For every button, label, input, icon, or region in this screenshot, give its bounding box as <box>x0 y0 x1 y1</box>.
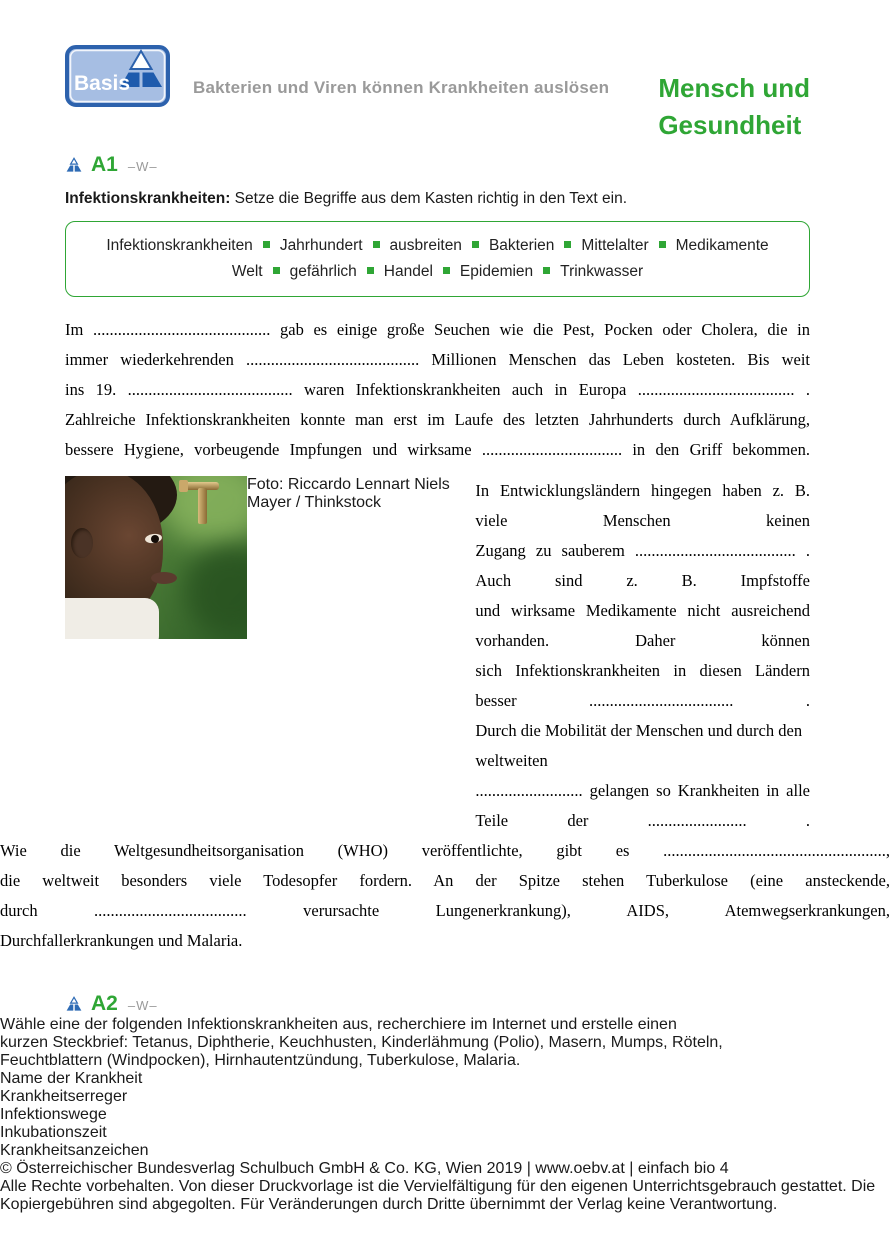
task-a1-level: –W– <box>127 158 158 174</box>
table-row-label: Infektionswege <box>0 1106 107 1123</box>
basis-logo-icon <box>65 45 170 107</box>
passage-line: Zugang zu sauberem ....................................... . Auch sind z. B. Impfstoffe <box>475 541 810 590</box>
word-box-term: Mittelalter <box>581 237 649 254</box>
separator-square-icon <box>443 267 450 274</box>
subject-category-line1: Mensch und <box>658 73 810 103</box>
task-a1-id: A1 <box>91 153 118 176</box>
passage-line: Wie die Weltgesundheitsorganisation (WHO) veröffentlichte, gibt es ......................................................, <box>0 841 890 860</box>
basis-logo-label: Basis <box>74 72 131 95</box>
separator-square-icon <box>543 267 550 274</box>
task-a1-instruction-keyword: Infektionskrankheiten: <box>65 190 231 207</box>
separator-square-icon <box>564 241 571 248</box>
photo-credit: Foto: Riccardo Lennart Niels Mayer / Thinkstock <box>247 476 450 511</box>
pyramid-icon <box>65 996 83 1012</box>
basis-logo <box>65 45 170 107</box>
table-row <box>0 1106 890 1124</box>
photo-child-mouth <box>151 572 177 584</box>
passage-line: Durch die Mobilität der Menschen und durch den weltweiten <box>475 721 803 770</box>
separator-square-icon <box>659 241 666 248</box>
page-header <box>65 0 810 144</box>
task-a2-id: A2 <box>91 992 118 1015</box>
task-a2-instruction-line: Wähle eine der folgenden Infektionskrankheiten aus, recherchiere im Internet und erstelle einen <box>0 1016 677 1033</box>
word-box-term: Jahrhundert <box>279 237 363 254</box>
table-row-label: Krankheitsanzeichen <box>0 1142 149 1159</box>
pyramid-icon <box>65 157 83 173</box>
word-box-term: gefährlich <box>289 263 357 280</box>
task-a1-instruction <box>65 190 810 208</box>
table-row <box>0 1070 890 1088</box>
word-box-term: Infektionskrankheiten <box>106 237 253 254</box>
subject-category-line2: Gesundheit <box>658 110 802 140</box>
separator-square-icon <box>273 267 280 274</box>
word-box-term: Bakterien <box>488 237 555 254</box>
table-row <box>0 1142 890 1160</box>
word-box-term: Epidemien <box>459 263 534 280</box>
photo-child-pupil <box>151 535 159 543</box>
word-box <box>65 221 810 297</box>
photo-tap-spout <box>149 522 219 536</box>
passage-p3 <box>0 836 890 956</box>
passage-line: durch ..................................... verursachte Lungenerkrankung), AIDS, Atemwegserkrankungen, <box>0 901 890 920</box>
table-row-label: Inkubationszeit <box>0 1124 107 1141</box>
task-a1-heading <box>65 153 890 177</box>
passage-line: Durchfallerkrankungen und Malaria. <box>0 931 243 950</box>
media-row <box>65 476 810 836</box>
lesson-topic: Bakterien und Viren können Krankheiten auslösen <box>193 78 610 97</box>
word-box-term: Handel <box>383 263 433 280</box>
passage-line: Im ........................................... gab es einige große Seuchen wie die Pest, Pocken oder Cholera, die in <box>65 320 810 339</box>
passage-p2 <box>475 476 810 836</box>
word-box-line <box>86 259 789 285</box>
word-box-term: Medikamente <box>675 237 769 254</box>
passage-line: immer wiederkehrenden .......................................... Millionen Menschen das Leben kosteten. Bis weit <box>65 350 810 369</box>
passage-line: bessere Hygiene, vorbeugende Impfungen und wirksame .................................. in den Griff bekommen. <box>65 440 810 459</box>
task-a2-level: –W– <box>127 997 158 1013</box>
passage-line: und wirksame Medikamente nicht ausreichend vorhanden. Daher können <box>475 601 810 650</box>
separator-square-icon <box>373 241 380 248</box>
task-a1-instruction-text: Setze die Begriffe aus dem Kasten richtig in den Text ein. <box>230 190 628 207</box>
word-box-line <box>86 233 789 259</box>
separator-square-icon <box>367 267 374 274</box>
task-a2-heading <box>65 992 890 1016</box>
photo-child-shirt <box>65 598 159 639</box>
passage-line: die weltweit besonders viele Todesopfer fordern. An der Spitze stehen Tuberkulose (eine ansteckende, <box>0 871 890 890</box>
footer-rights: Alle Rechte vorbehalten. Von dieser Druckvorlage ist die Vervielfältigung für den eigenen Unterrichtsgebrauch gestattet. Die Kopiergebühren sind abgegolten. Für Veränderungen durch Dritte übernimmt der Verlag keine Verantwortung. <box>0 1178 876 1213</box>
profile-table <box>0 1070 890 1160</box>
word-box-term: Trinkwasser <box>560 263 644 280</box>
task-a2-instruction <box>0 1016 890 1070</box>
photo-child-drinking-water <box>65 476 247 639</box>
table-row-label: Name der Krankheit <box>0 1070 143 1087</box>
footer-copyright: © Österreichischer Bundesverlag Schulbuch GmbH & Co. KG, Wien 2019 | www.oebv.at | einfach bio 4 <box>0 1160 729 1177</box>
word-box-term: ausbreiten <box>389 237 462 254</box>
table-row <box>0 1088 890 1106</box>
passage-line: .......................... gelangen so Krankheiten in alle Teile der ........................ . <box>475 781 810 830</box>
table-row <box>0 1124 890 1142</box>
separator-square-icon <box>263 241 270 248</box>
table-row-label: Krankheitserreger <box>0 1088 128 1105</box>
subject-category <box>658 70 810 144</box>
passage-line: sich Infektionskrankheiten in diesen Ländern besser ................................... . <box>475 661 810 710</box>
photo-background-shadow <box>185 546 247 636</box>
passage-line: ins 19. ........................................ waren Infektionskrankheiten auch in Europa ...................................... . <box>65 380 810 399</box>
passage-line: In Entwicklungsländern hingegen haben z. B. viele Menschen keinen <box>475 481 810 530</box>
separator-square-icon <box>472 241 479 248</box>
task-a2-instruction-line: kurzen Steckbrief: Tetanus, Diphtherie, Keuchhusten, Kinderlähmung (Polio), Masern, Mumps, Röteln, <box>0 1034 723 1051</box>
word-box-term: Welt <box>231 263 263 280</box>
passage-line: Zahlreiche Infektionskrankheiten konnte man erst im Laufe des letzten Jahrhunderts durch Aufklärung, <box>65 410 810 429</box>
page-footer <box>0 1160 890 1214</box>
passage-p1 <box>65 315 810 465</box>
photo-tap-pipe <box>198 488 207 524</box>
photo-tap-knob <box>179 480 188 492</box>
photo-child-ear <box>71 528 93 558</box>
task-a2-instruction-line: Feuchtblattern (Windpocken), Hirnhautentzündung, Tuberkulose, Malaria. <box>0 1052 521 1069</box>
